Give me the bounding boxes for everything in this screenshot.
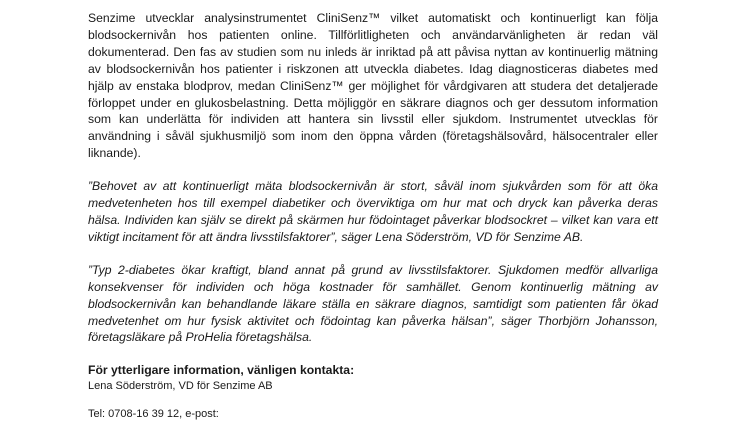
- contact-heading: För ytterligare information, vänligen kontakta:: [88, 363, 355, 378]
- quote-ceo: ”Behovet av att kontinuerligt mäta blodsockernivån är stort, såväl inom sjukvården som för att öka medvetenheten hos till exempel diabetiker och överviktiga om hur mat och dryck kan påverka deras hälsa. Individen kan själv se direkt på skärmen hur födointaget påverkar blodsockret – vilket kan vara ett viktigt incitament för att ändra livsstilsfaktorer”, säger Lena Söderström, VD för Senzime AB.: [88, 179, 658, 244]
- intro-paragraph: Senzime utvecklar analysinstrumentet CliniSenz™ vilket automatiskt och kontinuerligt kan följa blodsockernivån hos patienten online. Tillförlitligheten och användarvänligheten är redan väl dokumenterad. Den fas av studien som nu inleds är inriktad på att påvisa nyttan av kontinuerlig mätning av blodsockernivån hos patienter i riskzonen att utveckla diabetes. Idag diagnosticeras diabetes med hjälp av enstaka blodprov, medan CliniSenz™ ger möjlighet för vårdgivaren att studera det detaljerade förloppet under en glukosbelastning. Detta möjliggör en säkrare diagnos och ger dessutom information som kan underlätta för individen att hantera sin livsstil eller sjukdom. Instrumentet utvecklas för användning i såväl sjukhusmiljö som inom den öppna vården (företagshälsovård, hälsocentraler eller liknande).: [88, 11, 658, 161]
- contact-phone: Tel: 0708-16 39 12, e-post:: [88, 408, 219, 421]
- quote-physician: ”Typ 2-diabetes ökar kraftigt, bland annat på grund av livsstilsfaktorer. Sjukdomen medför allvarliga konsekvenser för individen och höga kostnader för samhället. Genom kontinuerlig mätning av blodsockernivån kan behandlande läkare ställa en säkrare diagnos, samtidigt som patienten får ökad medvetenhet om hur fysisk aktivitet och födointag kan påverka hälsan”, säger Thorbjörn Johansson, företagsläkare på ProHelia företagshälsa.: [88, 262, 658, 345]
- press-release-body: [88, 10, 658, 435]
- contact-name: Lena Söderström, VD för Senzime AB: [88, 380, 273, 393]
